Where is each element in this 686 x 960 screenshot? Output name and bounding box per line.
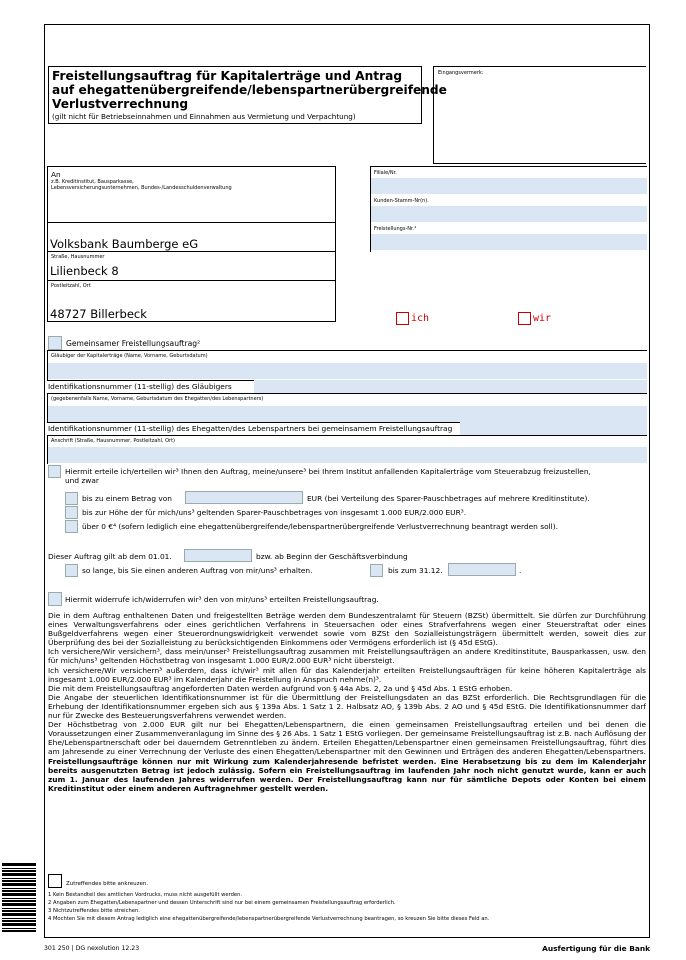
city-label: Postleitzahl, Ort <box>51 283 91 289</box>
anschrift-label: Anschrift (Straße, Hausnummer, Postleitzahl, Ort) <box>51 438 175 444</box>
freistellung-field[interactable] <box>371 234 647 250</box>
glaeubiger-label: Gläubiger der Kapitalerträge (Name, Vorname, Geburtsdatum) <box>51 353 208 359</box>
footnote-1: 1 Kein Bestandteil des amtlichen Vordrucks, muss nicht ausgefüllt werden. <box>48 892 243 898</box>
zutreffendes-checkbox <box>48 874 62 888</box>
gemeinsamer-checkbox[interactable] <box>48 336 62 350</box>
option-1-text-a: bis zu einem Betrag von <box>82 494 172 503</box>
legal-paragraph-4: Die mit dem Freistellungsauftrag angeforderten Daten werden aufgrund von § 44a Abs. 2, 2a und § 45d Abs. 1 EStG erhoben. <box>48 683 513 693</box>
divider <box>47 280 336 281</box>
gilt-ab-label: Dieser Auftrag gilt ab dem 01.01. <box>48 552 172 561</box>
footnote-3: 3 Nichtzutreffendes bitte streichen. <box>48 908 140 914</box>
footer-right: Ausfertigung für die Bank <box>542 944 650 953</box>
ehegatte-label: (gegebenenfalls Name, Vorname, Geburtsdatum des Ehegatten/des Lebenspartners) <box>51 396 264 402</box>
gilt-ab-label-b: bzw. ab Beginn der Geschäftsverbindung <box>256 552 408 561</box>
ich-label: ich <box>411 313 430 324</box>
legal-paragraph-1: Die in dem Auftrag enthaltenen Daten und freigestellten Beträge werden dem Bundeszentralamt für Steuern (BZSt) übermittelt. Sie dürfen zur Durchführung eines Verwaltungsverfahrens oder eines gerichtlichen Verfahrens in Steuersachen oder eines Strafverfahrens wegen einer Steuerstraftat oder eines Bußgeldverfahrens wegen einer Steuerordnungswidrigkeit verwendet sowie vom BZSt den Sozialleistungsträgern übermittelt werden, soweit dies zur Überprüfung des bei der Sozialleistung zu berücksichtigenden Einkommens oder Vermögens erforderlich ist (§ 45d EStG). <box>48 611 646 648</box>
street-value: Lilienbeck 8 <box>50 264 119 278</box>
an-sub-2: Lebensversicherungsunternehmen, Bundes-/Landesschuldenverwaltung <box>51 185 232 191</box>
footnote-2: 2 Angaben zum Ehegatten/Lebenspartner und dessen Unterschrift sind nur bei einem gemeinsamen Freistellungsauftrag erforderlich. <box>48 900 396 906</box>
legal-bold-text: Freistellungsaufträge können nur mit Wirkung zum Kalenderjahresende befristet werden. Eine Herabsetzung bis zu dem im Kalenderjahr bereits ausgenutzten Betrag ist jedoch zulässig. Sofern ein Freistellungsauftrag im laufenden Jahr noch nicht genutzt wurde, kann er auch zum 1. Januar des laufenden Jahres widerrufen werden. Der Freistellungsauftrag kann nur für sämtliche Depots oder Konten bei einem Kreditinstitut oder einem anderen Auftragnehmer gestellt werden. <box>48 756 646 793</box>
bis-zum-dot: . <box>519 566 522 575</box>
idnr-ehegatte-field[interactable] <box>460 422 647 435</box>
option-2-checkbox[interactable] <box>65 506 78 519</box>
auftrag-line-1: Hiermit erteile ich/erteilen wir³ Ihnen den Auftrag, meine/unsere³ bei Ihrem Institut anfallenden Kapitalerträge vom Steuerabzug freizustellen, <box>65 467 591 476</box>
solange-text: so lange, bis Sie einen anderen Auftrag von mir/uns³ erhalten. <box>82 566 313 575</box>
title-line-3: Verlustverrechnung <box>52 97 189 111</box>
idnr-glaeubiger-label: Identifikationsnummer (11-stellig) des Gläubigers <box>48 382 232 391</box>
legal-paragraph-6-text: Der Höchstbetrag von 2.000 EUR gilt nur bei Ehegatten/Lebenspartnern, die einen gemeinsamen Freistellungsauftrag erteilen und bei denen die Voraussetzungen einer Zusammenveranlagung im Sinne des § 26 Abs. 1 Satz 1 EStG vorliegen. Der gemeinsame Freistellungsauftrag ist z.B. nach Auflösung der Ehe/Lebenspartnerschaft oder bei dauerndem Getrenntleben zu ändern. Erteilen Ehegatten/Lebenspartner einen gemeinsamen Freistellungsauftrag, führt dies am Jahresende zu einer Verrechnung der Verluste des einen Ehegatten/Lebenspartner mit den Gewinnen und Erträgen des anderen Ehegatten/Lebenspartners. <box>48 720 646 757</box>
title-line-1: Freistellungsauftrag für Kapitalerträge und Antrag <box>52 69 403 83</box>
legal-paragraph-3: Ich versichere/Wir versichern³ außerdem, dass ich/wir³ mit allen für das Kalenderjahr erteilten Freistellungsaufträgen für keine höheren Kapitalerträge als insgesamt 1.000 EUR/2.000 EUR³ im Kalenderjahr die Freistellung in Anspruch nehme(n)³. <box>48 665 646 684</box>
filiale-label: Filiale/Nr. <box>374 170 397 176</box>
title-line-2: auf ehegattenübergreifende/lebenspartnerübergreifende <box>52 83 447 97</box>
idnr-glaeubiger-field[interactable] <box>254 380 647 393</box>
footnote-4: 4 Mochten Sie mit diesem Antrag lediglich eine ehegattenübergreifende/lebenspartnerübergreifende Verlustverrechnung beantragen, so kreuzen Sie bitte dieses Feld an. <box>48 916 490 922</box>
option-1-checkbox[interactable] <box>65 492 78 505</box>
wir-label: wir <box>533 313 552 324</box>
ich-checkbox[interactable] <box>396 312 409 325</box>
footer-left: 301 250 | DG nexolution 12.23 <box>44 945 140 952</box>
title-subtitle: (gilt nicht für Betriebseinnahmen und Einnahmen aus Vermietung und Verpachtung) <box>52 112 356 121</box>
option-1-text-b: EUR (bei Verteilung des Sparer-Pauschbetrages auf mehrere Kreditinstitute). <box>307 494 590 503</box>
city-value: 48727 Billerbeck <box>50 307 147 321</box>
bank-name: Volksbank Baumberge eG <box>50 237 199 251</box>
ehegatte-field[interactable] <box>48 406 647 422</box>
bis-zum-field[interactable] <box>448 563 516 576</box>
filiale-field[interactable] <box>371 178 647 194</box>
betrag-field[interactable] <box>185 491 303 504</box>
legal-paragraph-2: Ich versichere/Wir versichern³, dass mein/unser³ Freistellungsauftrag zusammen mit Freistellungsaufträgen an andere Kreditinstitute, Bausparkassen, usw. den für mich/uns³ geltenden Höchstbetrag von insgesamt 1.000 EUR/2.000 EUR³ nicht übersteigt. <box>48 647 646 666</box>
legal-text <box>48 611 646 793</box>
gemeinsamer-label: Gemeinsamer Freistellungsauftrag² <box>66 339 201 348</box>
kunden-label: Kunden-Stamm-Nr(n). <box>374 198 429 204</box>
option-2-text: bis zur Höhe der für mich/uns³ geltenden Sparer-Pauschbetrages von insgesamt 1.000 EUR/2.000 EUR³. <box>82 508 467 517</box>
legal-paragraph-6 <box>48 720 646 793</box>
an-sub-1: z.B. Kreditinstitut, Bausparkasse, <box>51 179 134 185</box>
bis-zum-checkbox[interactable] <box>370 564 383 577</box>
eingangsvermerk-box <box>433 66 646 164</box>
auftrag-checkbox[interactable] <box>48 465 61 478</box>
zutreffendes-label: Zutreffendes bitte ankreuzen. <box>66 881 149 887</box>
divider <box>47 222 336 223</box>
freistellung-label: Freistellungs-Nr.⁴ <box>374 226 417 232</box>
bis-zum-label: bis zum 31.12. <box>388 566 443 575</box>
widerruf-checkbox[interactable] <box>48 592 62 606</box>
widerruf-text: Hiermit widerrufe ich/widerrufen wir³ den von mir/uns³ erteilten Freistellungsauftrag. <box>65 595 379 604</box>
street-label: Straße, Hausnummer <box>51 254 105 260</box>
option-3-text: über 0 €⁴ (sofern lediglich eine ehegattenübergreifende/lebenspartnerübergreifende Verlustverrechnung beantragt werden soll). <box>82 522 558 531</box>
footnotes <box>48 891 489 923</box>
an-label: An <box>51 170 61 179</box>
solange-checkbox[interactable] <box>65 564 78 577</box>
auftrag-line-2: und zwar <box>65 476 99 485</box>
anschrift-field[interactable] <box>48 447 647 463</box>
divider <box>47 251 336 252</box>
idnr-ehegatte-label: Identifikationsnummer (11-stellig) des Ehegatten/des Lebenspartners bei gemeinsamem Freistellungsauftrag <box>48 424 453 433</box>
option-3-checkbox[interactable] <box>65 520 78 533</box>
page-title <box>52 69 447 111</box>
barcode-icon <box>2 862 36 932</box>
gilt-ab-field[interactable] <box>184 549 252 562</box>
eingangsvermerk-label: Eingangsvermerk: <box>438 70 484 76</box>
glaeubiger-field[interactable] <box>48 363 647 379</box>
wir-checkbox[interactable] <box>518 312 531 325</box>
legal-paragraph-5: Die Angabe der steuerlichen Identifikationsnummer ist für die Übermittlung der Freistellungsdaten an das BZSt erforderlich. Die Rechtsgrundlagen für die Erhebung der Identifikationsnummer ergeben sich aus § 139a Abs. 1 Satz 1 2. Halbsatz AO, § 139b Abs. 2 AO und § 45d EStG. Die Identifikationsnummer darf nur für Zwecke des Besteuerungsverfahrens verwendet werden. <box>48 692 646 721</box>
kunden-field[interactable] <box>371 206 647 222</box>
